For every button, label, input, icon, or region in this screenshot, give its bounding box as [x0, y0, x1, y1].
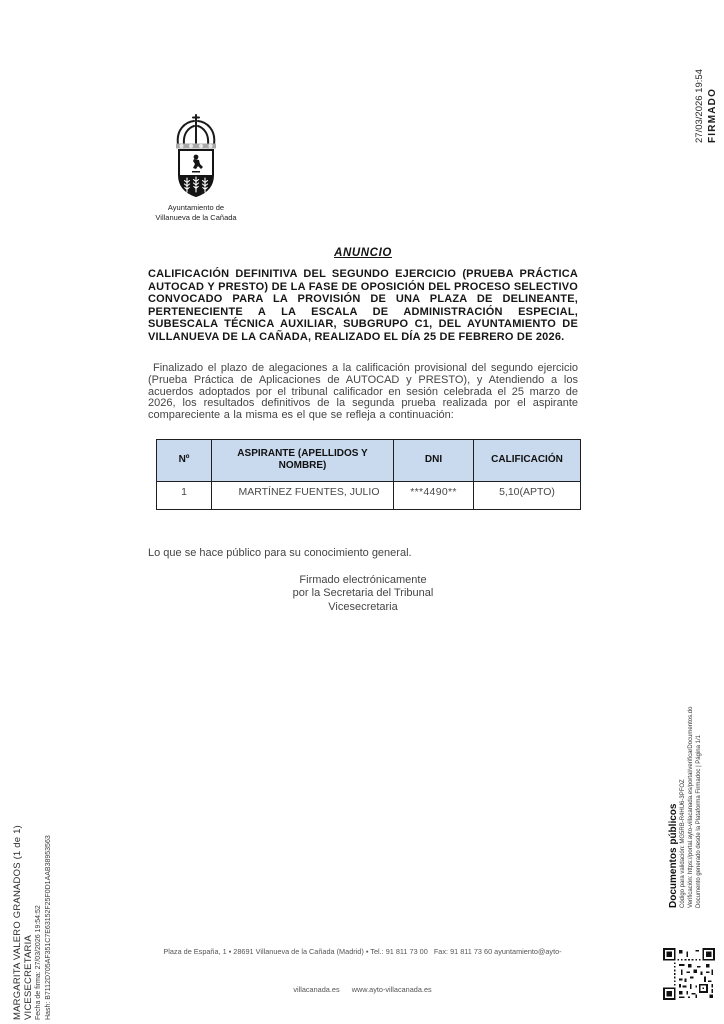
cell-number: 1 — [157, 481, 212, 509]
signature-line1: Firmado electrónicamente — [299, 573, 427, 586]
docs-public-title: Documentos públicos — [668, 803, 679, 908]
signer-role: VICESECRETARIA — [23, 935, 34, 1020]
signature-line3: Vicesecretaria — [328, 600, 398, 613]
org-name-line2: Villanueva de la Cañada — [155, 213, 237, 222]
municipal-logo — [148, 112, 244, 223]
docs-generated-note: Documento generado desde la Plataforma Firmadoc | Página 1/1 — [695, 735, 702, 908]
table-header-row — [157, 439, 581, 481]
signed-stamp-margin — [694, 23, 722, 143]
signed-datetime: 27/03/2026 19:54 — [694, 69, 705, 143]
closing-note: Lo que se hace público para su conocimiento general. — [148, 546, 412, 559]
cell-dni: ***4490** — [394, 481, 474, 509]
cell-aspirant-name: MARTÍNEZ FUENTES, JULIO — [212, 481, 394, 509]
docs-validation-code: Código para validación: MG5RB-R4HU6-3PFOZ — [680, 779, 686, 908]
document-validation-margin — [668, 650, 720, 908]
org-name — [148, 203, 244, 223]
header-grade: CALIFICACIÓN — [474, 439, 581, 481]
signer-name: MARGARITA VALERO GRANADOS (1 de 1) — [12, 825, 23, 1020]
signature-block — [148, 574, 578, 615]
footer-address-line1: Plaza de España, 1 ▪ 28691 Villanueva de la Cañada (Madrid) ▪ Tel.: 91 811 73 00 Fax: 91 811 73 60 ayuntamiento@ayto- — [163, 947, 562, 956]
signer-date: Fecha de firma: 27/03/2026 19:54:52 — [35, 905, 42, 1020]
heading-paragraph: CALIFICACIÓN DEFINITIVA DEL SEGUNDO EJERCICIO (PRUEBA PRÁCTICA AUTOCAD Y PRESTO) DE LA FASE DE OPOSICIÓN DEL PROCESO SELECTIVO CONVOCADO PARA LA PROVISIÓN DE UNA PLAZA DE DELINEANTE, PERTENECIENTE A LA ESCALA DE ADMINISTRACIÓN ESPECIAL, SUBESCALA TÉCNICA AUXILIAR, SUBGRUPO C1, DEL AYUNTAMIENTO DE VILLANUEVA DE LA CAÑADA, REALIZADO EL DÍA 25 DE FEBRERO DE 2026. — [148, 268, 578, 343]
header-dni: DNI — [394, 439, 474, 481]
results-table — [156, 439, 581, 510]
org-name-line1: Ayuntamiento de — [167, 203, 225, 212]
table-row — [157, 481, 581, 509]
announcement-title: ANUNCIO — [334, 247, 392, 259]
cell-grade: 5,10(APTO) — [474, 481, 581, 509]
footer-address-line2: villacanada.es www.ayto-villacanada.es — [293, 984, 432, 994]
docs-verification-url: Verificación: https://portal.ayto-villacanada.es/portal/verificarDocumentos.do — [687, 706, 694, 908]
signature-line2: por la Secretaria del Tribunal — [292, 587, 434, 600]
left-signature-margin — [12, 762, 58, 1020]
header-aspirant: ASPIRANTE (APELLIDOS Y NOMBRE) — [212, 439, 394, 481]
footer-address — [140, 921, 585, 1021]
qr-code — [663, 948, 715, 1000]
document-content — [148, 0, 578, 614]
header-number: Nº — [157, 439, 212, 481]
body-paragraph: Finalizado el plazo de alegaciones a la calificación provisional del segundo ejercicio (Prueba Práctica de Aplicaciones de AUTOCAD y PRESTO), y Atendiendo a los acuerdos adoptados por el tribunal calificador en sesión celebrada el 25 marzo de 2026, los resultados definitivos de la segunda prueba realizada por el aspirante compareciente a la misma es el que se refleja a continuación: — [148, 362, 578, 422]
municipal-crest-icon — [168, 112, 224, 200]
signer-hash: Hash: B7112D705AF351C7E63152F25F0D1AAB38953563 — [44, 835, 52, 1020]
signed-status: FIRMADO — [707, 87, 718, 143]
